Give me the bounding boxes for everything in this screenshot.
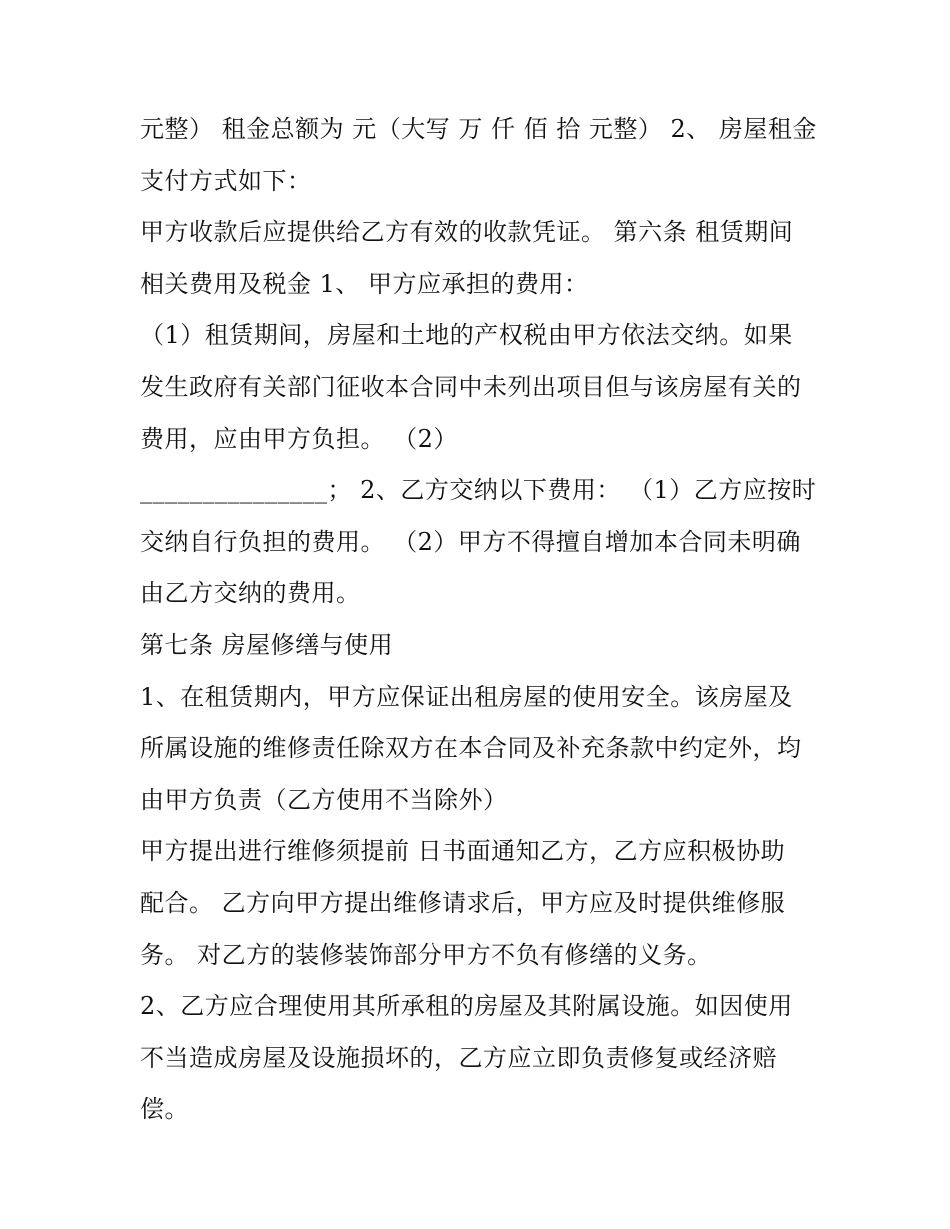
text-line: 发生政府有关部门征收本合同中未列出项目但与该房屋有关的 <box>140 372 802 401</box>
text-line: 务。 对乙方的装修装饰部分甲方不负有修缮的义务。 <box>140 940 712 969</box>
text-line: 所属设施的维修责任除双方在本合同及补充条款中约定外，均 <box>140 734 802 763</box>
text-line: 1、在租赁期内，甲方应保证出租房屋的使用安全。该房屋及 <box>140 682 793 711</box>
text-line: 配合。 乙方向甲方提出维修请求后，甲方应及时提供维修服 <box>140 888 786 917</box>
document-page <box>140 104 820 1136</box>
text-line: 由甲方负责（乙方使用不当除外） <box>140 785 508 814</box>
text-line: 由乙方交纳的费用。 <box>140 579 361 608</box>
text-line: 元整） 租金总额为 元（大写 万 仟 佰 拾 元整） 2、 房屋租金 <box>140 115 817 143</box>
text-line: 交纳自行负担的费用。 （2）甲方不得擅自增加本合同未明确 <box>140 527 801 556</box>
text-line: _______________； 2、乙方交纳以下费用： （1）乙方应按时 <box>140 476 817 505</box>
text-line: 甲方提出进行维修须提前 日书面通知乙方，乙方应积极协助 <box>140 837 786 866</box>
text-line: 偿。 <box>140 1095 189 1124</box>
text-line: 2、乙方应合理使用其所承租的房屋及其附属设施。如因使用 <box>140 992 793 1021</box>
text-line: 不当造成房屋及设施损坏的，乙方应立即负责修复或经济赔 <box>140 1043 777 1072</box>
text-line: 相关费用及税金 1、 甲方应承担的费用： <box>140 269 589 298</box>
text-line: 支付方式如下： <box>140 166 312 195</box>
text-line: （1）租赁期间，房屋和土地的产权税由甲方依法交纳。如果 <box>140 321 793 350</box>
text-line: 费用，应由甲方负担。 （2） <box>140 424 458 453</box>
section-heading: 第七条 房屋修缮与使用 <box>140 630 394 659</box>
text-line: 甲方收款后应提供给乙方有效的收款凭证。 第六条 租赁期间 <box>140 218 794 247</box>
